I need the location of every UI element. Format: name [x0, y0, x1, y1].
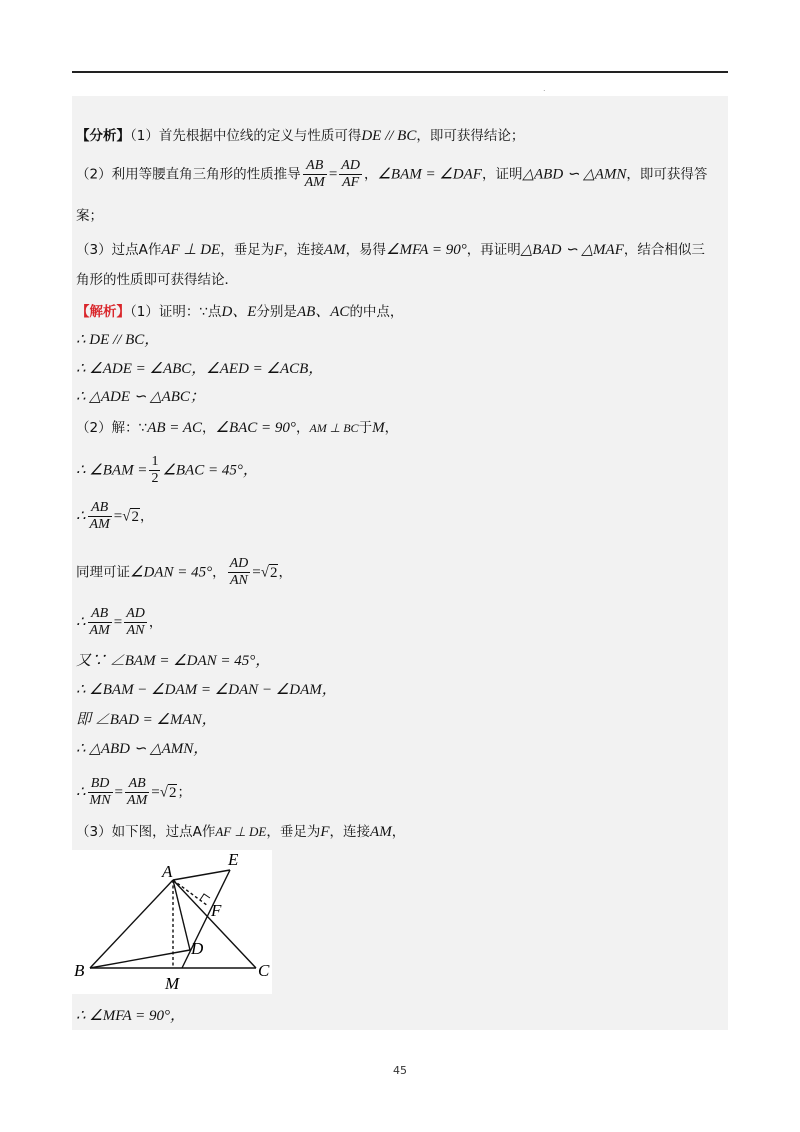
- solution-line-1: 【解析】（1）证明：∵点D、E分别是AB、AC的中点，: [76, 304, 404, 320]
- solution-line-11: ∴ ∠BAM − ∠DAM = ∠DAN − ∠DAM，: [76, 682, 337, 698]
- solution-line-12: 即 ∠BAD = ∠MAN，: [76, 712, 217, 728]
- segment-AC: [173, 880, 256, 968]
- solution-line-9: ∴ $\frac{AB}{AM}$ = $\frac{AD}{AN}$ ，: [76, 606, 163, 638]
- label-A: A: [162, 862, 173, 881]
- label-M: M: [165, 974, 180, 993]
- label-E: E: [228, 850, 239, 869]
- header-dot: .: [543, 84, 546, 93]
- label-F: F: [211, 901, 222, 920]
- page-number: 45: [393, 1064, 407, 1077]
- solution-line-2: ∴ DE // BC，: [76, 332, 160, 348]
- solution-line-4: ∴ △ADE ∽ △ABC；: [76, 389, 205, 405]
- analysis-line-3: （3）过点A作AF ⊥ DE，垂足为F，连接AM，易得∠MFA = 90°，再证明△BAD ∽ △MAF，结合相似三: [76, 242, 705, 258]
- segment-EM: [182, 870, 230, 968]
- fraction: $\frac{AD}{AN}$: [126, 606, 145, 638]
- geometry-diagram: [72, 850, 272, 994]
- fraction: $\frac{BD}{MN}$: [89, 776, 111, 808]
- sqrt: √2: [122, 508, 139, 525]
- fraction: $\frac{AB}{AM}$: [89, 500, 110, 532]
- fraction: $\frac{AD}{AF}$: [341, 158, 360, 190]
- analysis-line-1: 【分析】（1）首先根据中位线的定义与性质可得DE // BC，即可获得结论；: [76, 128, 525, 144]
- solution-line-16: ∴ ∠MFA = 90°，: [76, 1008, 185, 1024]
- fraction: $\frac{AB}{AM}$: [89, 606, 110, 638]
- solution-line-3: ∴ ∠ADE = ∠ABC，∠AED = ∠ACB，: [76, 361, 324, 377]
- solution-line-10: 又∵ ∠BAM = ∠DAN = 45°，: [76, 653, 271, 669]
- solution-line-7: ∴ $\frac{AB}{AM}$ =√2，: [76, 500, 154, 532]
- analysis-line-3-cont: 角形的性质即可获得结论．: [76, 272, 238, 288]
- fraction: $\frac{AD}{AN}$: [229, 556, 249, 588]
- right-angle-mark: [200, 894, 210, 900]
- solution-line-14: ∴ $\frac{BD}{MN}$ = $\frac{AB}{AM}$ =√2；: [76, 776, 191, 808]
- label-B: B: [74, 961, 85, 980]
- analysis-tag: 【分析】: [76, 128, 130, 144]
- solution-line-6: ∴ ∠BAM = $\frac{1}{2}$ ∠BAC = 45°，: [76, 454, 258, 486]
- fraction: $\frac{1}{2}$: [151, 454, 159, 486]
- fraction: $\frac{AB}{AM}$: [304, 158, 325, 190]
- geometry-figure: [72, 850, 272, 994]
- solution-line-15: （3）如下图，过点A作AF ⊥ DE，垂足为F，连接AM，: [76, 824, 406, 840]
- solution-line-5: （2）解：∵AB = AC，∠BAC = 90°，AM ⊥ BC于M，: [76, 420, 399, 436]
- fraction: $\frac{AB}{AM}$: [127, 776, 148, 808]
- segment-AE: [173, 870, 230, 880]
- solution-line-8: 同理可证∠DAN = 45°， $\frac{AD}{AN}$ =√2，: [76, 556, 292, 588]
- analysis-line-2-cont: 案；: [76, 208, 103, 224]
- sqrt: √2: [159, 784, 177, 801]
- solution-line-13: ∴ △ABD ∽ △AMN，: [76, 741, 209, 757]
- label-C: C: [258, 961, 270, 980]
- label-D: D: [191, 939, 204, 958]
- header-rule: [72, 71, 728, 73]
- sqrt: √2: [260, 564, 278, 581]
- analysis-line-2: （2）利用等腰直角三角形的性质推导 $\frac{AB}{AM}$ = $\frac{AD}{AF}$ ，∠BAM = ∠DAF，证明△ABD ∽ △AMN，即可获得答: [76, 158, 708, 190]
- solution-tag: 【解析】: [76, 304, 130, 320]
